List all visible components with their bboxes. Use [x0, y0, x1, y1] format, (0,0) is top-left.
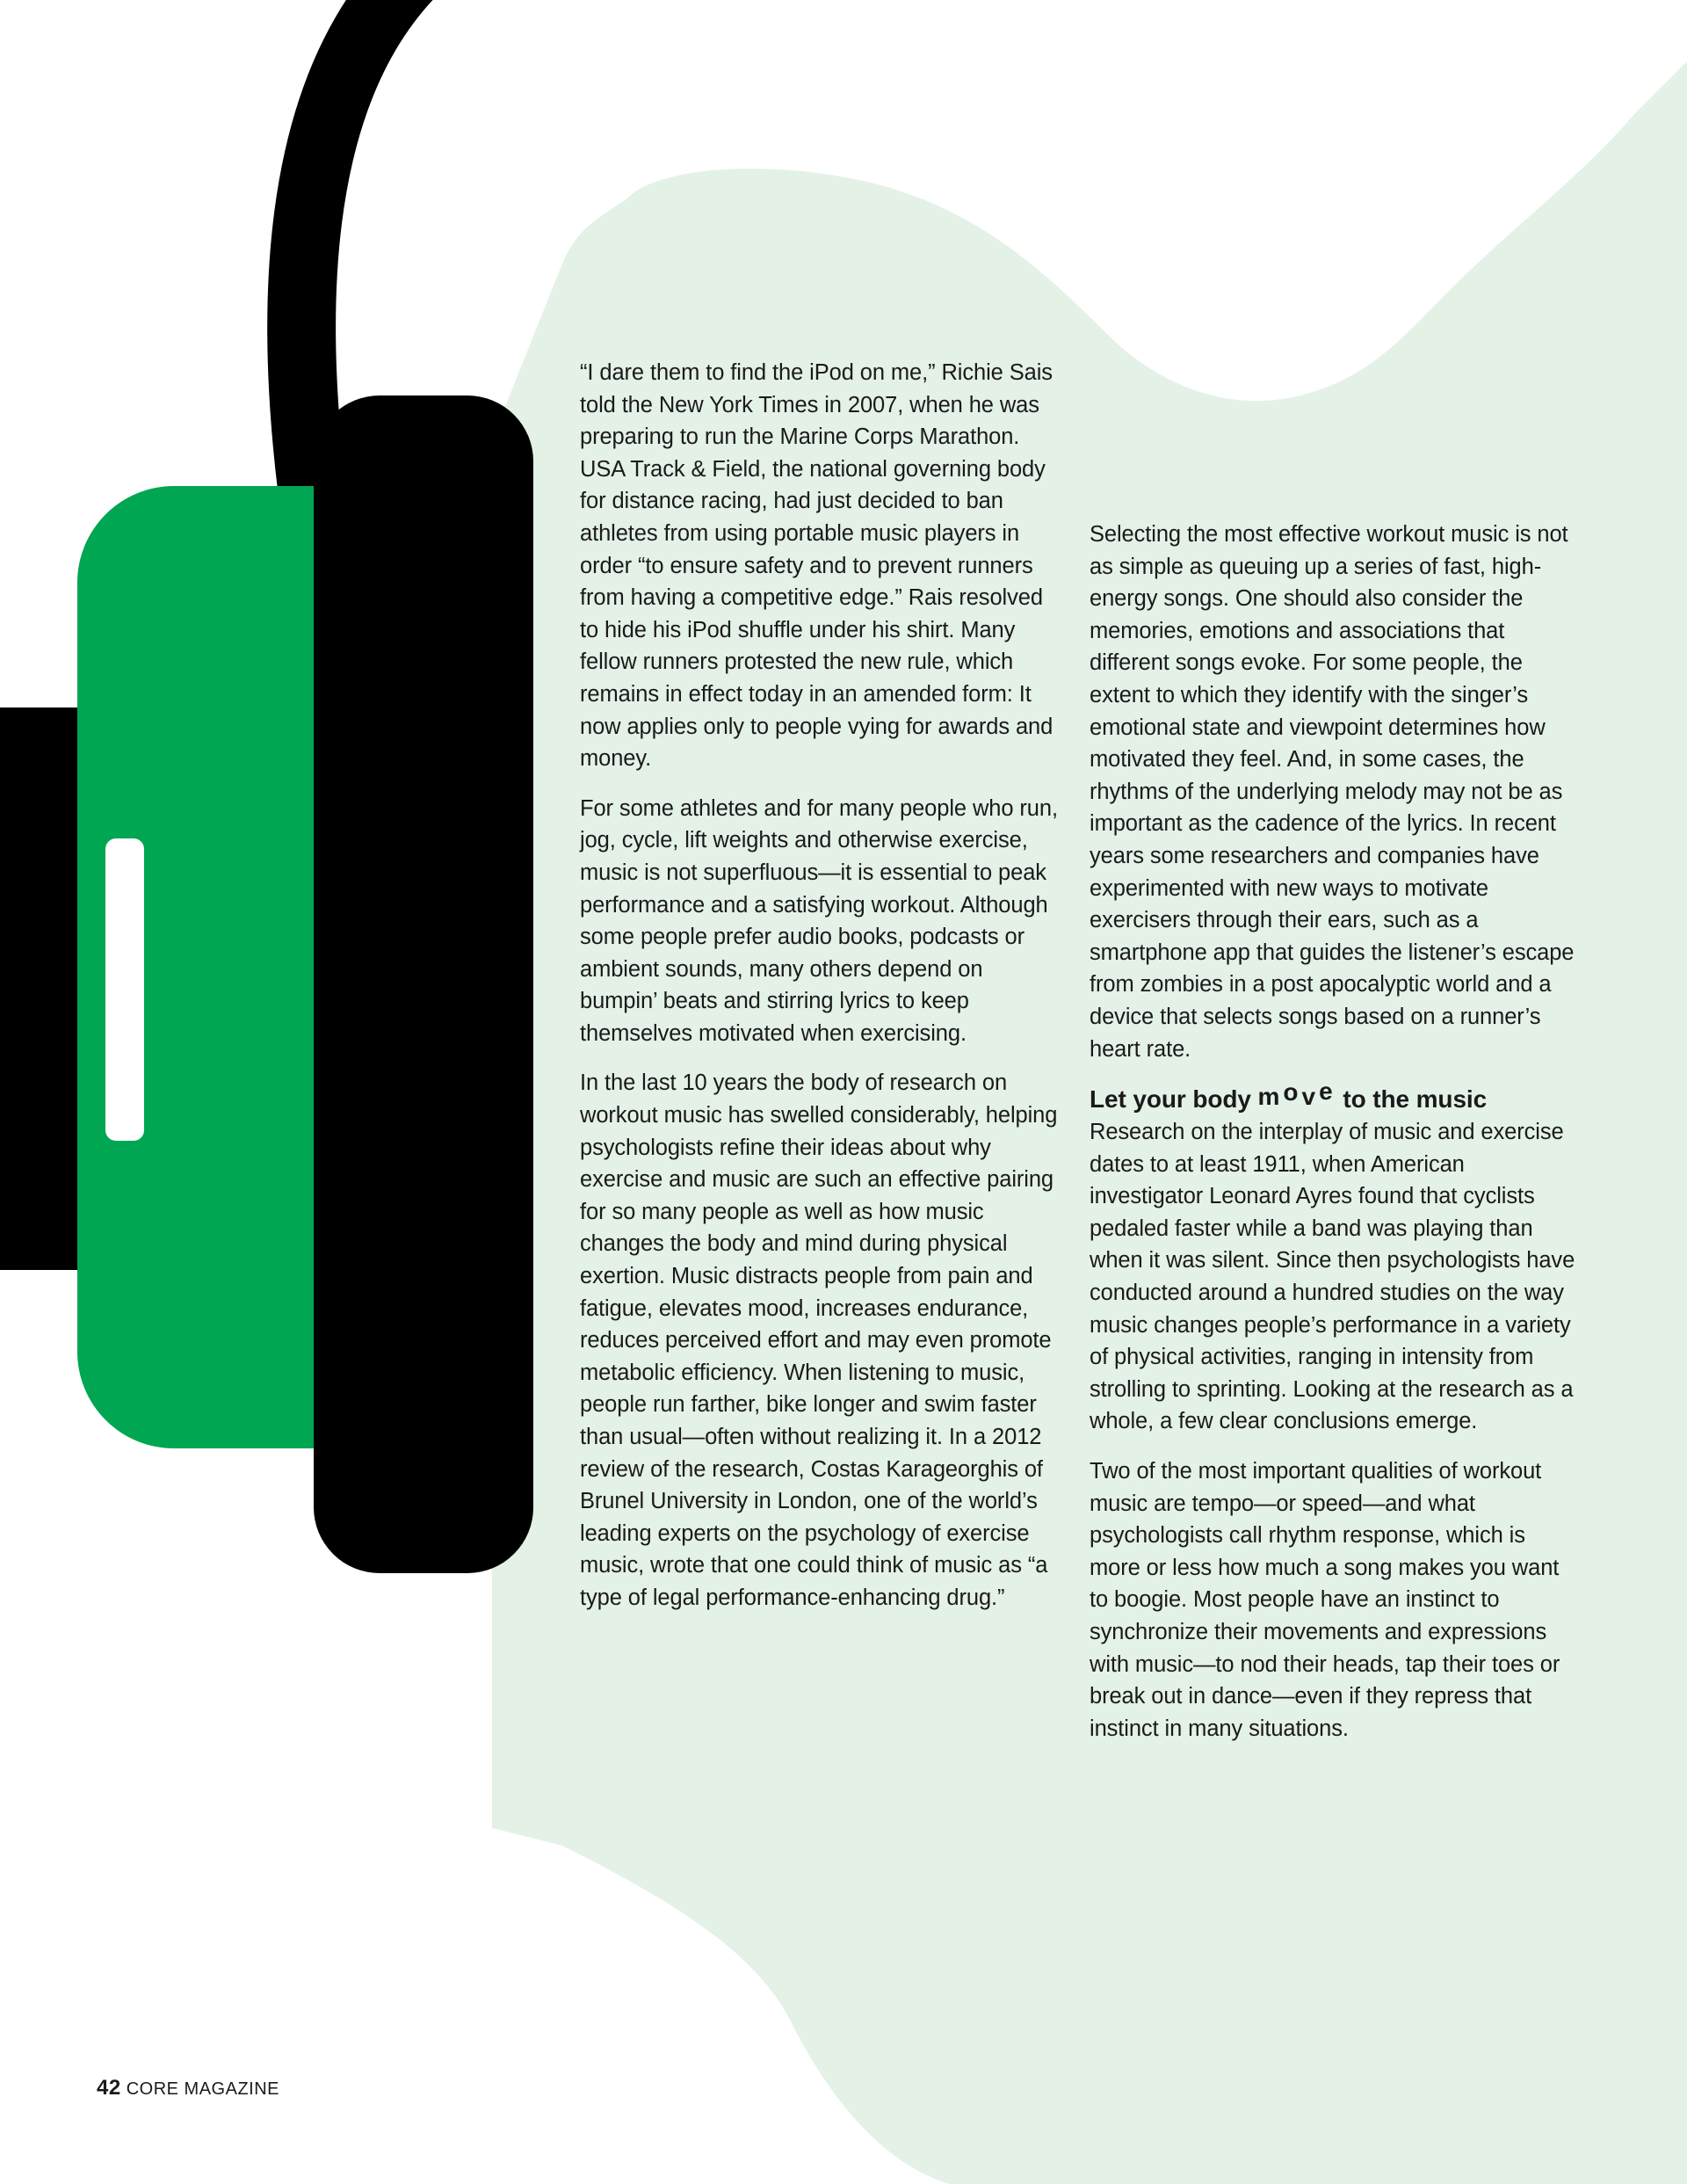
- move-letter: o: [1283, 1078, 1302, 1107]
- cup-highlight: [105, 838, 144, 1141]
- subhead-text-before: Let your body: [1090, 1085, 1258, 1114]
- inner-ear-cushion: [314, 395, 533, 1573]
- section-subhead: [1090, 1077, 1582, 1116]
- move-letter: e: [1319, 1077, 1336, 1106]
- article-paragraph: Two of the most important qualities of workout music are tempo—or speed—and what psychologists call rhythm response, which is more or less how much a song makes you want to boogie. Most people have an instinct to synchronize their movements and expressions with music—to nod their heads, tap their toes or break out in dance—even if they repress that instinct in many situations.: [1090, 1459, 1560, 1741]
- subhead-text-after: to the music: [1336, 1085, 1488, 1114]
- move-letter: m: [1257, 1083, 1284, 1111]
- article-paragraph: For some athletes and for many people who run, jog, cycle, lift weights and otherwise exercise, music is not superfluous—it is essential to peak performance and a satisfying workout. Although some people prefer audio books, podcasts or ambient sounds, many others depend on bumpin’ beats and stirring lyrics to keep themselves motivated when exercising.: [580, 795, 1058, 1046]
- publication-name: CORE MAGAZINE: [126, 2079, 279, 2099]
- page-folio: [97, 2076, 279, 2101]
- subhead-move-word: [1257, 1077, 1336, 1116]
- article-paragraph: In the last 10 years the body of research on workout music has swelled considerably, helping psychologists refine their ideas about why exercise and music are such an effective pairing for so many people as well as how music changes the body and mind during physical exertion. Music distracts people from pain and fatigue, elevates mood, increases endurance, reduces perceived effort and may even promote metabolic efficiency. When listening to music, people run farther, bike longer and swim faster than usual—often without realizing it. In a 2012 review of the research, Costas Karageorghis of Brunel University in London, one of the world’s leading experts on the psychology of exercise music, wrote that one could think of music as “a type of legal performance-enhancing drug.”: [580, 1070, 1058, 1610]
- article-column-right: [1090, 519, 1582, 1762]
- page-number: 42: [97, 2076, 121, 2100]
- article-paragraph: “I dare them to find the iPod on me,” Richie Sais told the New York Times in 2007, when he was preparing to run the Marine Corps Marathon. USA Track & Field, the national governing body for distance racing, had just decided to ban athletes from using portable music players in order “to ensure safety and to prevent runners from having a competitive edge.” Rais resolved to hide his iPod shuffle under his shirt. Many fellow runners protested the new rule, which remains in effect today in an amended form: It now applies only to people vying for awards and money.: [580, 360, 1053, 772]
- move-letter: v: [1301, 1083, 1320, 1111]
- article-paragraph: Research on the interplay of music and exercise dates to at least 1911, when American investigator Leonard Ayres found that cyclists pedaled faster while a band was playing than when it was silent. Since then psychologists have conducted around a hundred studies on the way music changes people’s performance in a variety of physical activities, ranging in intensity from strolling to sprinting. Looking at the research as a whole, a few clear conclusions emerge.: [1090, 1120, 1575, 1434]
- headphones-icon: [0, 0, 533, 1573]
- article-paragraph: Selecting the most effective workout music is not as simple as queuing up a series of fast, high-energy songs. One should also consider the memories, emotions and associations that different songs evoke. For some people, the extent to which they identify with the singer’s emotional state and viewpoint determines how motivated they feel. And, in some cases, the rhythms of the underlying melody may not be as important as the cadence of the lyrics. In recent years some researchers and companies have experimented with new ways to motivate exercisers through their ears, such as a smartphone app that guides the listener’s escape from zombies in a post apocalyptic world and a device that selects songs based on a runner’s heart rate.: [1090, 522, 1575, 1062]
- article-column-left: [580, 357, 1059, 1632]
